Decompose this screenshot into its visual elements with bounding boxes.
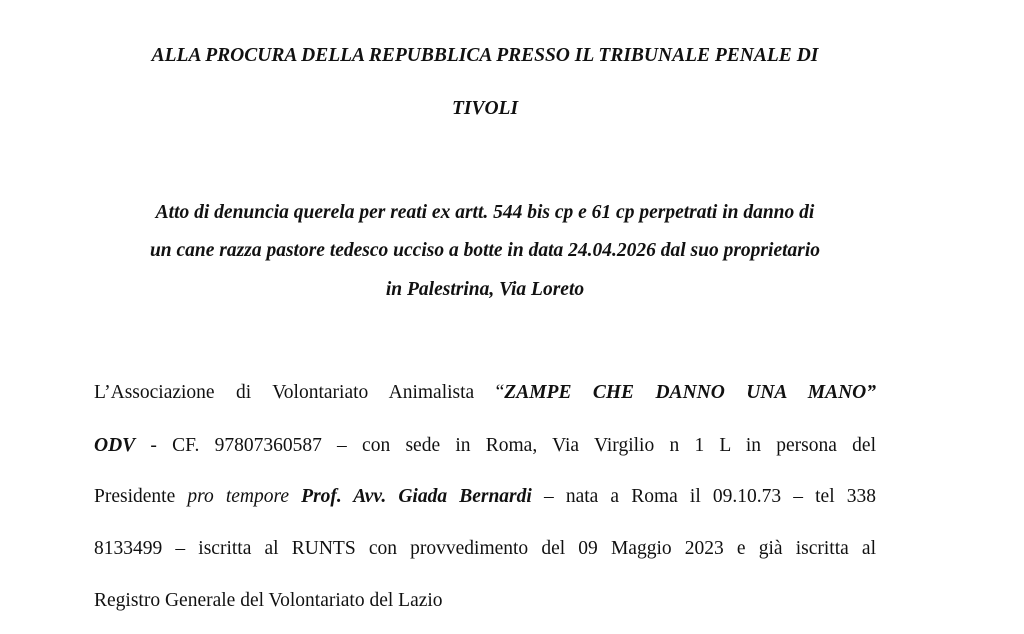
- subject-line-1: Atto di denuncia querela per reati ex artt. 544 bis cp e 61 cp perpetrati in danno di: [155, 202, 815, 223]
- body-intro-text: L’Associazione di Volontariato Animalista “: [94, 382, 505, 403]
- addressee-line-2: TIVOLI: [451, 98, 519, 119]
- subject-line-3: in Palestrina, Via Loreto: [385, 279, 585, 300]
- body-line-4: 8133499 – iscritta al RUNTS con provvedimento del 09 Maggio 2023 e già iscritta al: [94, 538, 876, 559]
- body-line-3: [94, 485, 876, 509]
- body-line-3-rest: – nata a Roma il 09.10.73 – tel 338: [531, 486, 877, 507]
- subject-line-2: un cane razza pastore tedesco ucciso a botte in data 24.04.2026 dal suo proprietario: [149, 240, 821, 261]
- association-suffix: ODV: [94, 435, 136, 456]
- president-name: Prof. Avv. Giada Bernardi: [301, 486, 532, 507]
- addressee-line-1: ALLA PROCURA DELLA REPUBBLICA PRESSO IL TRIBUNALE PENALE DI: [151, 45, 819, 66]
- body-line-5: Registro Generale del Volontariato del Lazio: [94, 590, 443, 611]
- body-line-3-start: Presidente: [94, 486, 188, 507]
- body-line-1: [94, 381, 876, 405]
- body-line-2-text: - CF. 97807360587 – con sede in Roma, Via Virgilio n 1 L in persona del: [135, 435, 876, 456]
- body-line-3-space: [289, 486, 301, 507]
- association-name: ZAMPE CHE DANNO UNA MANO”: [504, 382, 877, 403]
- body-line-2: [94, 434, 876, 458]
- pro-tempore-text: pro tempore: [187, 486, 290, 507]
